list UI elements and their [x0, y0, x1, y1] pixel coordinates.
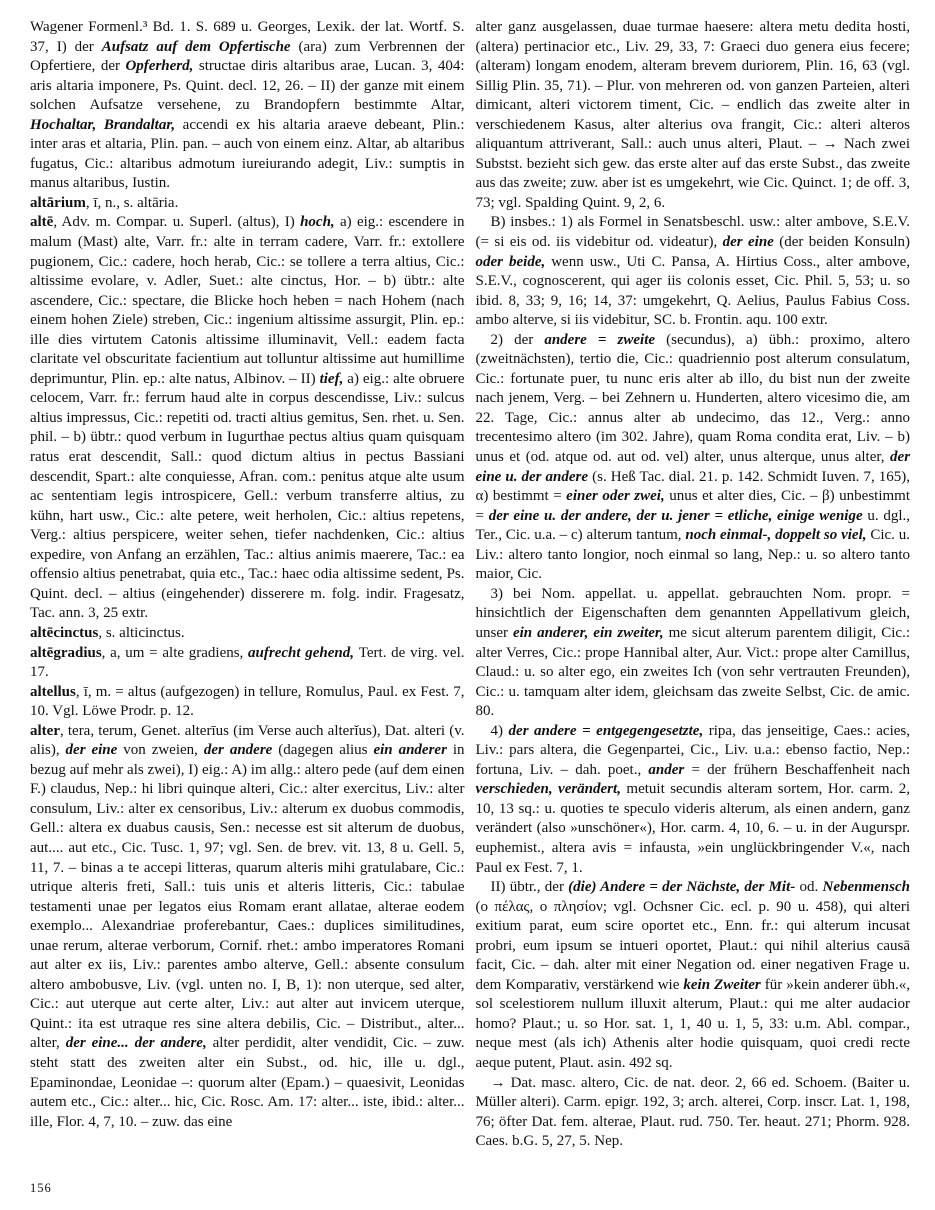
text-segment: Suet.: alte cinctus, Hor. – b) [208, 273, 404, 290]
text-segment: altāria. [137, 194, 179, 211]
text-segment: hoch, [300, 214, 340, 231]
text-segment: (zweitnächsten), [475, 351, 580, 368]
text-segment: übtr.: [90, 429, 127, 446]
text-segment: (im Verse auch [233, 722, 328, 739]
text-segment: Cic.: altius repetens, Verg.: altius perspicere, [30, 507, 465, 544]
text-segment: Cic., Liv. [690, 742, 754, 759]
text-segment: Plur. von mehreren od. von ganzen Parteien, [606, 77, 880, 94]
text-segment: u.a.: ebenso [753, 742, 834, 759]
text-segment: Liv.: altero tanto longior, [475, 546, 635, 563]
text-segment: verschieden, verändert, [475, 781, 627, 798]
text-segment: dah. [553, 957, 585, 974]
text-segment: duae turmae haesere: altera metu dedita hosti, (altera) pertinacior etc., Liv. 29, 33, 7: Graeci duo genera eius fecere; (alteram) longam enodem, alteram brevem duriorem, Plin. 16, 63 [475, 19, 910, 75]
text-segment: unbestimmt = [475, 488, 910, 524]
text-segment: vgl. Spalding [498, 194, 583, 211]
text-segment: Plin. 35, 71). – [512, 77, 607, 94]
text-segment: structae diris altaribus arae, Lucan. 3, 404: aris altaria imponere, Ps. Quint. decl. 12, 26. – II) [30, 58, 465, 94]
text-segment: 1) [560, 214, 578, 231]
text-segment: (die) Andere = der Nächste, der Mit- [568, 879, 800, 896]
text-segment: u. [797, 898, 816, 915]
text-segment: Wagener Formenl.³ Bd. 1. S. 689 u. Georges, Lexik. der lat. Wortf. S. 37, [30, 19, 465, 55]
text-segment: Sen. phil. – b) [30, 409, 465, 446]
text-segment: alteri dimicant, alteri victorem timent, Cic. – [475, 77, 910, 114]
paragraph [476, 18, 911, 213]
text-segment: , [98, 624, 106, 641]
text-segment: der eine u. der andere [475, 449, 911, 485]
text-segment: ein zweites Ich (von sehr vertrauten Freunden), [619, 664, 910, 681]
text-segment: altera avis = infausta, [551, 839, 698, 856]
text-segment: Gell. 5, 11, 7. – binas a te accepi litteras, quarum alteris mihi gratulabare, Cic.: utrique alteris freti, Sall.: tuis unis et alteris litteris, Cic.: tabulae testamenti unae per legatos eius Romam erant allatae, alterae eodem exemplo... Alexandriae proferebantur, Caes.: duplices similitudines, unae rerum, alterae verborum, Cornif. rhet.: ambo imperatores Romani aut alter ex iis, Liv.: parentes ambo alterve, Gell.: absente consulum altero ambobusve, Liv. [30, 839, 465, 993]
paragraph [30, 18, 465, 194]
text-segment: der ganze mit einem solchen Aufsatze versehene, zu Brandopfern bestimmte Altar, [30, 77, 465, 114]
text-segment: quoties te speculo videris alterum, [560, 800, 775, 817]
text-segment: Tac. dial. 21. p. 142. [639, 468, 768, 485]
text-segment: zum Verbrennen der Opfertiere, der [30, 38, 465, 75]
text-segment: alte, Varr. fr.: alte in terram cadere, Varr. fr.: extollere pugionem, Cic.: cadere, [30, 234, 465, 270]
text-segment: noch einmal so lang, [634, 546, 768, 563]
text-segment: in bezug auf mehr als zwei), [30, 742, 465, 778]
paragraph [30, 683, 465, 722]
text-segment: unus et alter dies, Cic. – β) [669, 488, 840, 505]
text-segment: proximo, altero [810, 331, 911, 348]
text-segment: alis), [30, 742, 66, 759]
text-segment: eig.: [362, 370, 394, 387]
text-segment: a) [339, 214, 357, 231]
text-segment: I) [188, 761, 203, 778]
text-segment: u. so [879, 273, 910, 290]
right-column [476, 18, 911, 1152]
text-segment: (Mast) [77, 234, 125, 251]
text-segment: u.m. [794, 1015, 827, 1032]
text-segment: Uti C. Pansa, A. Hirtius Coss., alter ambove, S.E.V., cognoscerent, qui ager iis colonis esset, Cic. Phil. 5, 53; [475, 253, 910, 290]
text-segment: u. so [567, 1015, 604, 1032]
paragraph [476, 585, 911, 722]
text-segment: tamquam alter idem, [523, 683, 653, 700]
text-segment: Iuven. 7, 165), α) [475, 468, 910, 505]
text-segment: alterīus [184, 722, 234, 739]
text-segment: ein anderer, ein zweiter, [512, 624, 669, 641]
text-segment: (secundus), a) [666, 331, 769, 348]
text-segment: alteri [414, 722, 450, 739]
text-segment: zuw. das eine [152, 1113, 233, 1130]
text-segment: Nep.: [767, 546, 806, 563]
text-segment: insbes.: [510, 214, 561, 231]
text-segment: ander [648, 761, 692, 778]
paragraph [476, 213, 911, 330]
text-segment: Cic. ecl. p. 90 [699, 898, 798, 915]
text-segment: hic, ille [349, 1054, 415, 1071]
text-segment: Dat. [384, 722, 415, 739]
text-segment: vel) alter, unus alterque, unus alter, [665, 449, 891, 466]
text-segment: (auf dem einen F.) [30, 761, 465, 798]
text-segment: alter [30, 722, 60, 739]
text-segment: – c) alterum tantum, [559, 527, 686, 544]
text-segment: u. in der Augurspr. euphemist., [475, 820, 910, 856]
text-segment: vgl. Ochsner [613, 898, 700, 915]
text-segment: (s. Heß [592, 468, 640, 485]
text-segment: (im 302. Jahre), [595, 429, 698, 446]
text-segment: Verg. – [553, 390, 602, 407]
text-segment: Tert. de virg. vel. 17. [30, 644, 465, 681]
text-segment: Nach zwei Substst. bezieht sich gew. das erste [475, 136, 910, 172]
text-segment: od. [799, 879, 823, 896]
text-segment: gleichsam das zweite Selbst, [652, 683, 830, 700]
text-segment: od. [213, 409, 236, 426]
text-segment: Dat. fem. alterae, Plaut. rud. 750. Ter. heaut. 271; Phorm. 928. Caes. b.G. 5, 27, 5. Nep. [475, 1113, 910, 1150]
text-segment: u. appellat. gebrauchten [646, 585, 813, 602]
text-segment: v. Adler, [146, 273, 209, 290]
text-segment: Nom. propr. [812, 585, 902, 602]
text-segment: Vgl. Löwe [52, 703, 121, 720]
text-segment: Aufsatz auf dem Opfertische [101, 38, 299, 55]
text-segment: s. [123, 194, 138, 211]
text-segment: Prodr. p. 12. [120, 703, 194, 720]
text-segment: Schmidt [767, 468, 822, 485]
text-segment: altero pede [304, 761, 375, 778]
text-segment: iis videbitur [556, 234, 636, 251]
text-segment: → Dat. masc. altero, Cic. de nat. deor. 2, 66 ed. Schoem. [490, 1074, 852, 1091]
text-segment: u. [544, 800, 561, 817]
text-segment: Cic.: altius expedire, [30, 527, 465, 563]
text-segment: altellus [30, 683, 76, 700]
text-segment: alterĭus), [327, 722, 385, 739]
text-segment: , Adv. [53, 214, 96, 231]
text-segment: Sen. de brev. vit. 13, 8 [256, 839, 403, 856]
text-segment: Opferherd, [125, 58, 199, 75]
paragraph [30, 213, 465, 623]
text-segment: das 12., [770, 409, 835, 426]
text-segment: od. [592, 449, 618, 466]
text-segment: alter [197, 1054, 237, 1071]
text-segment: als Formel in Senatsbeschl. usw.: [577, 214, 786, 231]
paragraph [30, 644, 465, 683]
text-segment: übtr., der [509, 879, 569, 896]
text-segment: der andere = entgegengesetzte, [508, 722, 709, 739]
text-segment: altēgradius [30, 644, 102, 661]
text-segment: ein Subst., od. [236, 1054, 350, 1071]
text-segment: tertio die, Cic.: quadriennio post alterum consulatum, Cic.: fortunate puer, tu nunc eris alter ab illo, [475, 351, 910, 387]
text-segment: (v. [449, 722, 465, 739]
text-segment: ibid. 8, 33; 9, 16; 14, 37: [475, 292, 643, 309]
text-segment: der eine u. der andere, der u. jener = etliche, einige wenige [488, 507, 868, 524]
text-segment: (aufgezogen) [160, 683, 244, 700]
text-segment: alter [863, 97, 899, 114]
text-segment: Cic. [870, 527, 899, 544]
text-segment: (eingehender) [161, 585, 251, 602]
text-segment: arch. [688, 1094, 722, 1111]
text-segment: Caes.: acies, Liv.: pars altera, [475, 722, 910, 759]
text-segment: 458), qui alteri exitium parat, eum scire oportet etc., Enn. fr.: qui alterum incusat probri, eum ipsum se intueri oportet, Plaut.: qui nihil alterius causā facit, Cic. – [475, 898, 910, 974]
text-segment: = hinsichtlich der Eigenschaften dem genannten Appellativum gleich, unser [475, 585, 910, 641]
text-segment: od. [641, 449, 666, 466]
paragraph [476, 1074, 911, 1152]
text-segment: du bist nun der zweite nach jenem, [475, 370, 910, 407]
text-segment: alter [475, 19, 509, 35]
page-number: 156 [30, 1181, 52, 1195]
text-segment: II) [490, 879, 510, 896]
text-segment: in verschiedenem Kasus, [475, 97, 910, 133]
text-segment: Nom. appellat. [541, 585, 647, 602]
text-segment: alterei, Corp. inscr. Lat. 1, 198, 76; [475, 1094, 911, 1130]
text-segment: der eine... der andere, [65, 1035, 213, 1052]
text-segment: , tera, terum, [59, 722, 142, 739]
text-segment: ganz ausgelassen, [508, 19, 623, 35]
text-segment: noch einmal-, doppelt so viel, [685, 527, 871, 544]
text-segment: eig.: [202, 761, 232, 778]
text-segment: die Gegenpartei, [583, 742, 691, 759]
text-segment: (der beiden Konsuln) [779, 234, 911, 251]
text-segment: Athenis alter hodie quisquam, quoi credi recte aeque putent, Plaut. asin. 492 sq. [475, 1035, 910, 1071]
text-segment: Paul ex Fest. 7, 1. [475, 859, 583, 876]
text-segment: quod verbum in Iugurthae pectus altius quam quisquam ratus erat descendit, Sall.: quod dictum altius in pectus Bassiani descendit, Spart.: alte conquiesse, Afran. com.: penitus atque alte usum ac sententiam legis introspicere, Gell.: verbum transferre altius, [30, 429, 465, 505]
text-segment: Hochaltar, Brandaltar, [30, 116, 183, 133]
two-column-layout [30, 18, 910, 1152]
text-segment: Verg.: anno trecentesimo altero [475, 409, 910, 446]
text-segment: wenn usw., [551, 253, 627, 270]
text-segment: (vgl. Sillig [475, 58, 910, 94]
text-segment: zu kühn, hart usw., [30, 488, 465, 524]
paragraph [476, 331, 911, 585]
text-segment: aufrecht gehend, [248, 644, 359, 661]
text-segment: u. dgl., [867, 507, 910, 524]
text-segment: weit herholen, [243, 507, 338, 524]
text-segment: mit einer Negation od. einer negativen Frage u. dem Komparativ, verstärkend wie [475, 957, 910, 993]
text-segment: für »kein anderer übh.«, [764, 976, 911, 993]
text-segment: bei [513, 585, 542, 602]
text-segment: altēcinctus [30, 624, 99, 641]
text-segment: s. [105, 624, 120, 641]
paragraph [476, 878, 911, 1073]
text-segment: u. so [805, 546, 841, 563]
text-segment: (vgl. unten [175, 976, 248, 993]
text-segment: unus alteri, Plaut. – → [692, 136, 844, 153]
text-segment: endlich das zweite [737, 97, 864, 114]
text-segment: 2) [490, 331, 515, 348]
text-segment: alter perdidit, alter vendidit, Cic. – [212, 1035, 437, 1052]
text-segment: (Baiter u. Müller [475, 1074, 910, 1111]
text-segment: Frontin. aqu. 100 extr. [694, 312, 828, 329]
text-segment: a) [347, 370, 363, 387]
text-segment: Cic. de amic. 80. [475, 683, 911, 720]
text-segment: öfter [498, 1113, 532, 1130]
text-segment: Tac. ann. 3, 25 extr. [30, 605, 149, 622]
text-segment: 3) [490, 585, 514, 602]
text-segment: od. [635, 234, 660, 251]
text-segment: in tellure, Romulus, Paul. ex Fest. 7, 10. [30, 683, 465, 720]
text-segment: , a, um = alte gradiens, [101, 644, 249, 661]
text-segment: altero vicesimo die, [767, 390, 892, 407]
text-segment: u. dgl., [414, 1054, 465, 1071]
text-segment: auch [658, 136, 693, 153]
text-segment: einer oder zwei, [566, 488, 670, 505]
text-segment: u. [402, 839, 419, 856]
text-segment: der [74, 38, 102, 55]
text-segment: Ter., Cic. [475, 527, 535, 544]
text-segment: , ī, n., [85, 194, 124, 211]
text-segment: oder beide, [475, 253, 552, 270]
paragraph [30, 624, 465, 644]
dictionary-page [30, 18, 910, 1152]
text-segment: alter ambove, S.E.V. (= si eis [475, 214, 910, 251]
text-segment: factio, Nep.: fortuna, Liv. – [475, 742, 910, 778]
text-segment: sol scelestiorem nullum illuxit alterum, Plaut.: qui me alter audacior homo? Plaut.; [475, 996, 910, 1032]
text-segment: Hor. carm. 4, 10, 6. – [660, 820, 796, 837]
text-segment: (als ich) [553, 1035, 613, 1052]
paragraph [30, 194, 465, 214]
text-segment: atque [554, 449, 593, 466]
text-segment: tief, [319, 370, 348, 387]
text-segment: Tac.: altius animis maerere, Tac.: ea offensio altius penetrabat, quia etc., Tac.: haec odia altissime sedent, Ps. Quint. decl. – altius [30, 546, 465, 602]
text-segment: als einen andern, ganz verändert (also »unschöner«), [475, 800, 910, 837]
text-segment: der [514, 331, 545, 348]
text-segment: no. I, B, 1): non uterque, sed alter, Cic.: aut uterque aut certe alter, Liv.: aut alter aut invicem uterque, Quint.: ita est utraque res sine altera debilis, Cic. – Distribut., alter... alter, [30, 976, 465, 1052]
text-segment: , ī, m. = altus [75, 683, 161, 700]
text-segment: von Anfang an erzählen, [90, 546, 245, 563]
text-segment: claudus, Nep.: hi libri quinque alteri, Cic.: alter exercitus, Liv.: alter consulum, Liv.: alter ex censoribus, Liv.: alterum ex duobus commodis, Gell.: altera ex duabus causis, Sen.: necesse est sit alterum de duobus, aut.... aut etc., Cic. Tusc. 1, 97; [30, 781, 465, 856]
text-segment: 1, 5, 33: [734, 1015, 795, 1032]
text-segment: Abl. compar., neque mest [475, 1015, 911, 1052]
text-segment: auch von einem einz. Altar, [224, 136, 395, 153]
text-segment: u. so [524, 664, 559, 681]
text-segment: das jenseitige, [741, 722, 834, 739]
text-segment: »ein unglückbringender V.«, nach [697, 839, 910, 856]
text-segment: Hor. sat. 1, 1, 40 [603, 1015, 718, 1032]
text-segment: = der frühern Beschaffenheit nach [691, 761, 911, 778]
text-segment: die Blicke hoch heben = nach Hohem (nach einem hohen Ziele) streben, [30, 292, 465, 329]
text-segment: 4) [490, 722, 509, 739]
text-segment: A) [231, 761, 251, 778]
text-segment: m. [95, 214, 117, 231]
left-column [30, 18, 465, 1152]
text-segment: von zweien, [123, 742, 204, 759]
text-segment: vgl. [228, 839, 257, 856]
text-segment: im allg.: [250, 761, 305, 778]
text-segment: kein Zweiter [683, 976, 765, 993]
text-segment: alter [691, 155, 722, 172]
text-segment: Epaminondae, Leonidae –: quorum alter (Epam.) – quaesivit, Leonidas autem etc., Cic.: alter... hic, Cic. Rosc. Am. 17: alter... iste, ibid.: alter... ille, Flor. 4, 7, 10. – [30, 1074, 465, 1130]
text-segment: accendi ex his altaria araeve debeant, Plin.: inter aras et altaria, Plin. pan. – [30, 116, 465, 153]
text-segment: videatur), [659, 234, 723, 251]
text-segment: altero tanto maior, Cic. [475, 546, 911, 583]
text-segment: (dagegen [278, 742, 340, 759]
text-segment: übh.: [768, 331, 811, 348]
paragraph [30, 722, 465, 1132]
text-segment: alter [584, 957, 617, 974]
text-segment: Cic.: [475, 683, 509, 700]
text-segment: zuw. steht statt des zweiten [30, 1035, 465, 1071]
text-segment: der eine [722, 234, 780, 251]
text-segment: quam Roma condita erat, Liv. – b) unus et [475, 429, 911, 466]
text-segment: Q. Aelius, Paulus Fabius Coss. ambo alterve, si iis videbitur, SC. [475, 292, 910, 329]
text-segment: andere = zweite [544, 331, 667, 348]
text-segment: dah. poet., [575, 761, 649, 778]
text-segment: Cic. Quinct. 1; de off. 3, 73; [475, 175, 910, 211]
text-segment: alte obruere celocem, Varr. fr.: ferrum haud alte in corpus descendisse, Liv.: sulcus altius impressus, Cic.: repetiti [30, 370, 465, 426]
text-segment: disserere [250, 585, 311, 602]
text-segment: u. [508, 683, 524, 700]
text-segment: Cic.: annus alter ab undecimo, [548, 409, 771, 426]
text-segment: metuit secundis alteram sortem, Hor. carm. 2, 10, 13 sq.: [475, 781, 910, 817]
text-segment: ab altaribus fugatus, Cic.: altaribus admotum iureiurando adegit, Liv.: sumptis in manus altaribus, Iustin. [30, 136, 465, 192]
text-segment: alter ego, [558, 664, 620, 681]
text-segment: übtr.: [403, 273, 443, 290]
text-segment: alius [339, 742, 374, 759]
text-segment: alticinctus. [119, 624, 185, 641]
text-segment: tracti altius gemitus, Sen. rhet. [235, 409, 424, 426]
text-segment: Compar. [116, 214, 173, 231]
text-segment: Cic.: alte petere, [135, 507, 244, 524]
text-segment: am 22. Tage, [475, 390, 910, 426]
text-segment: od. [531, 234, 556, 251]
text-segment: B) [490, 214, 511, 231]
text-segment: Cic.: ingenium altissime assurgit, Plin. ep.: ille dies virtutem Catonis altissime illuminavit, Vell.: eadem facta claritate vel obscuritate facientium aut tolluntur altissime aut humillime deprimuntur, Plin. ep.: alte natus, Albinov. – II) [30, 312, 465, 387]
text-segment: (od. [525, 449, 555, 466]
text-segment: Quint. 9, 2, 6. [582, 194, 666, 211]
text-segment: alteri). Carm. epigr. 192, 3; [520, 1094, 689, 1111]
text-segment: Cic.: se tollere a terra altius, Cic.: altissime evolare, [30, 253, 465, 290]
text-segment: me sicut alterum parentem diligit, Cic.: alter Verres, Cic.: prope Hannibal alter, Aur. Vict.: prope alter Camillus, Claud.: [475, 624, 911, 681]
text-segment: (ο πέλας, ο πλησίον; [475, 898, 614, 915]
text-segment: I) [56, 38, 75, 55]
text-segment: u. [423, 409, 439, 426]
text-segment: bei Zehnern u. Hunderten, [601, 390, 768, 407]
text-segment: weiter sehen, tiefer nachdenken, [185, 527, 397, 544]
text-segment: u. [172, 214, 190, 231]
text-segment: hoch herab, [180, 253, 257, 270]
text-segment: (ara) [298, 38, 335, 55]
text-segment: Genet. [141, 722, 185, 739]
text-segment: bestimmt = [492, 488, 567, 505]
text-segment: b. [679, 312, 695, 329]
text-segment: der andere [203, 742, 279, 759]
text-segment: escendere in malum [30, 214, 465, 251]
text-segment: Nebenmensch [822, 879, 910, 896]
text-segment: m. folg. indir. Fragesatz, [310, 585, 465, 602]
text-segment: der eine [65, 742, 124, 759]
text-segment: eig.: [356, 214, 389, 231]
text-segment: Superl. (altus), I) [189, 214, 301, 231]
text-segment: alter alterius ova frangit, Cic.: alteri alteros aliquantum attriverant, Sall.: [475, 116, 910, 153]
text-segment: alte ascendere, Cic.: spectare, [30, 273, 465, 309]
text-segment: u. [717, 1015, 735, 1032]
text-segment: u. [898, 527, 910, 544]
text-segment: ripa, [708, 722, 742, 739]
text-segment: auf das erste Subst., das zweite aus das zweite; zuw. aber ist es umgekehrt, wie [475, 155, 910, 192]
text-segment: u.a. [534, 527, 560, 544]
paragraph [476, 722, 911, 878]
text-segment: aut [617, 449, 642, 466]
text-segment: altārium [30, 194, 86, 211]
text-segment: umgekehrt, [642, 292, 717, 309]
text-segment: ein anderer [373, 742, 453, 759]
text-segment: altē [30, 214, 54, 231]
